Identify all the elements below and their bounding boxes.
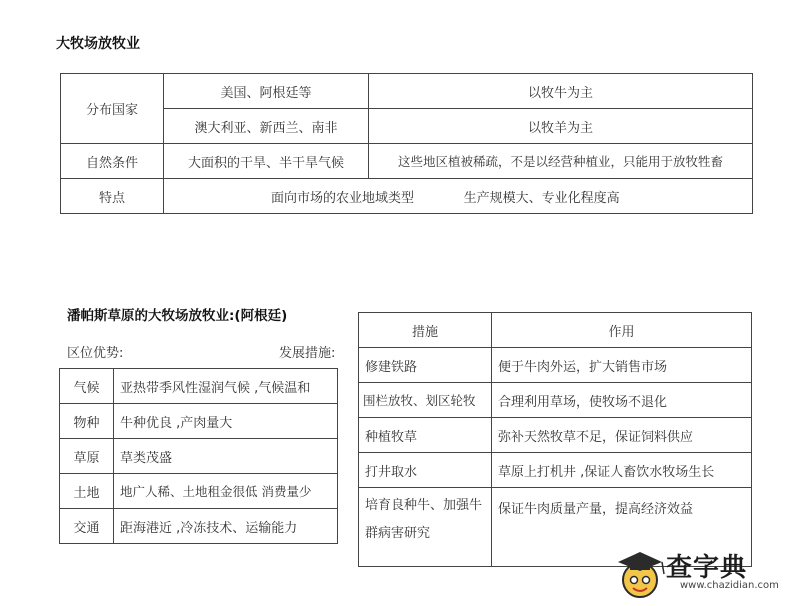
advantage-value: 牛种优良 ,产肉量大: [114, 404, 338, 439]
table-row: [60, 369, 338, 404]
table-cell: 澳大利亚、新西兰、南非: [164, 109, 369, 144]
table-row: [359, 418, 752, 453]
measures-label: 发展措施:: [279, 346, 336, 361]
measure-name: 培育良种牛、加强牛群病害研究: [359, 488, 492, 567]
measure-effect: 便于牛肉外运，扩大销售市场: [492, 348, 752, 383]
advantage-key: 物种: [60, 404, 114, 439]
measure-effect: 合理利用草场，使牧场不退化: [492, 383, 752, 418]
farming-overview-table: [60, 73, 753, 214]
column-header: 作用: [492, 313, 752, 348]
watermark-brand: 查字典: [666, 553, 748, 583]
advantage-key: 气候: [60, 369, 114, 404]
feature-text-a: 面向市场的农业地域类型: [271, 190, 415, 206]
table-row: [60, 474, 338, 509]
table-cell: 以牧羊为主: [369, 109, 753, 144]
table-row: [61, 179, 753, 214]
table-row: [61, 74, 753, 109]
table-header-row: [359, 313, 752, 348]
table-row: [61, 109, 753, 144]
advantages-table: [59, 368, 338, 544]
measure-effect: 草原上打机井 ,保证人畜饮水牧场生长: [492, 453, 752, 488]
table-row: [60, 404, 338, 439]
table-cell: 大面积的干旱、半干旱气候: [164, 144, 369, 179]
table-cell: 以牧牛为主: [369, 74, 753, 109]
table-row: [60, 439, 338, 474]
measure-name: 打井取水: [359, 453, 492, 488]
section2-title: 潘帕斯草原的大牧场放牧业:(阿根廷): [67, 308, 288, 324]
measure-effect: 弥补天然牧草不足，保证饲料供应: [492, 418, 752, 453]
table-row: [359, 453, 752, 488]
row-label: 分布国家: [61, 74, 164, 144]
section1-title: 大牧场放牧业: [56, 36, 140, 52]
table-row: [359, 348, 752, 383]
watermark-url: www.chazidian.com: [680, 580, 779, 591]
advantage-value: 距海港近 ,冷冻技术、运输能力: [114, 509, 338, 544]
advantage-value: 地广人稀、土地租金很低 消费量少: [114, 474, 338, 509]
table-cell: 美国、阿根廷等: [164, 74, 369, 109]
advantage-key: 草原: [60, 439, 114, 474]
table-cell: 这些地区植被稀疏，不是以经营种植业，只能用于放牧牲畜: [369, 144, 753, 179]
table-row: [60, 509, 338, 544]
table-cell-merged: [164, 179, 753, 214]
measure-name: 修建铁路: [359, 348, 492, 383]
advantages-label: 区位优势:: [67, 346, 124, 361]
measure-name: 种植牧草: [359, 418, 492, 453]
table-row: [61, 144, 753, 179]
row-label: 特点: [61, 179, 164, 214]
measure-effect: 保证牛肉质量产量，提高经济效益: [492, 488, 752, 567]
advantage-key: 交通: [60, 509, 114, 544]
row-label: 自然条件: [61, 144, 164, 179]
advantage-value: 亚热带季风性湿润气候 ,气候温和: [114, 369, 338, 404]
advantage-value: 草类茂盛: [114, 439, 338, 474]
column-header: 措施: [359, 313, 492, 348]
measure-name: 围栏放牧、划区轮牧: [359, 383, 492, 418]
measures-table: [358, 312, 752, 567]
table-row: [359, 383, 752, 418]
feature-text-b: 生产规模大、专业化程度高: [463, 190, 620, 206]
advantage-key: 土地: [60, 474, 114, 509]
